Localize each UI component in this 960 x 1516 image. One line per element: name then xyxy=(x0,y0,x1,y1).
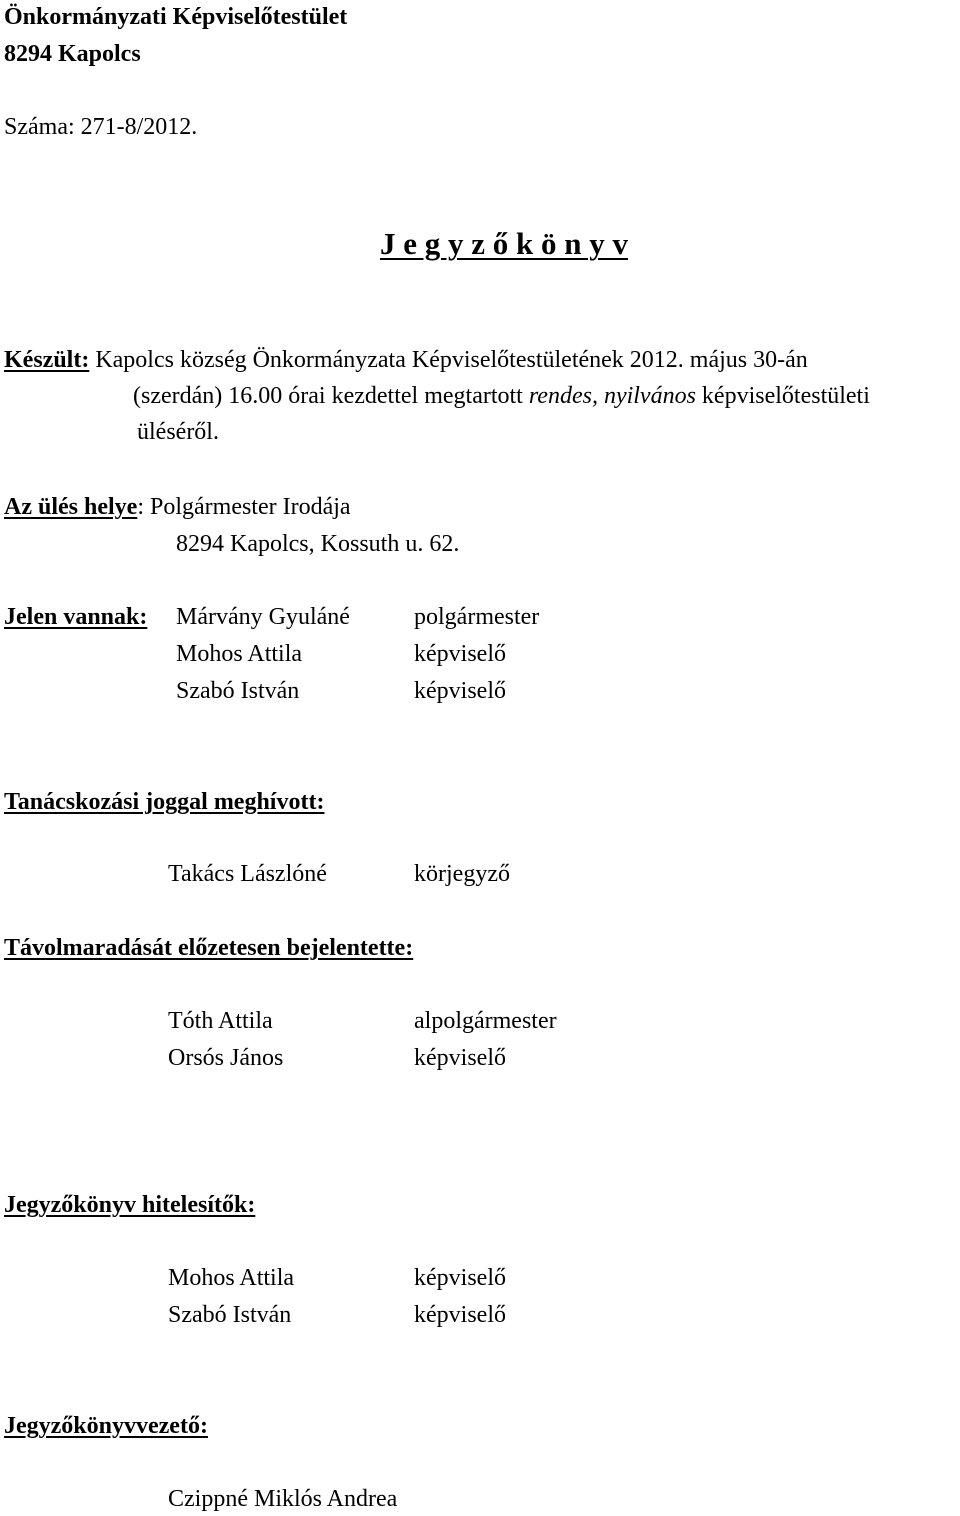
keszult-text-2-italic: rendes, nyilvános xyxy=(528,383,696,409)
document-title: J e g y z ő k ö n y v xyxy=(380,226,628,261)
authenticator-role-2: képviselő xyxy=(414,1302,506,1328)
advisory-role-1: körjegyző xyxy=(414,861,510,887)
location-label: Az ülés helye xyxy=(4,494,138,520)
present-role-1: polgármester xyxy=(414,604,540,630)
advisory-name-1: Takács Lászlóné xyxy=(168,861,327,887)
present-name-2: Mohos Attila xyxy=(176,641,303,667)
keszult-text-1: Kapolcs község Önkormányzata Képviselőtestületének 2012. május 30-án xyxy=(95,347,808,373)
present-role-2: képviselő xyxy=(414,641,506,667)
absent-role-1: alpolgármester xyxy=(414,1008,557,1034)
authenticator-name-2: Szabó István xyxy=(168,1302,292,1328)
authenticator-name-1: Mohos Attila xyxy=(168,1265,295,1291)
authenticators-label: Jegyzőkönyv hitelesítők: xyxy=(4,1192,256,1218)
keszult-line-3: üléséről. xyxy=(137,419,219,445)
present-role-3: képviselő xyxy=(414,678,506,704)
authenticator-role-1: képviselő xyxy=(414,1265,506,1291)
recorder-label: Jegyzőkönyvvezető: xyxy=(4,1413,208,1439)
absent-name-2: Orsós János xyxy=(168,1045,284,1071)
recorder-name: Czippné Miklós Andrea xyxy=(168,1486,398,1512)
present-name-1: Márvány Gyuláné xyxy=(176,604,350,630)
location-colon: : xyxy=(137,494,144,520)
advisory-label: Tanácskozási joggal meghívott: xyxy=(4,789,325,815)
location-value: Polgármester Irodája xyxy=(149,494,351,520)
keszult-line-2 xyxy=(133,384,870,408)
absent-label: Távolmaradását előzetesen bejelentette: xyxy=(4,935,414,961)
present-name-3: Szabó István xyxy=(176,678,300,704)
document-number: Száma: 271-8/2012. xyxy=(4,114,198,140)
org-name: Önkormányzati Képviselőtestület xyxy=(4,4,348,30)
present-label: Jelen vannak: xyxy=(4,604,148,630)
keszult-label: Készült: xyxy=(4,347,90,373)
location-address: 8294 Kapolcs, Kossuth u. 62. xyxy=(176,531,460,557)
keszult-line-1 xyxy=(4,348,808,372)
absent-role-2: képviselő xyxy=(414,1045,506,1071)
keszult-text-2-pre: (szerdán) 16.00 órai kezdettel megtartott xyxy=(133,383,529,409)
location-line xyxy=(4,495,351,519)
absent-name-1: Tóth Attila xyxy=(168,1008,273,1034)
org-address: 8294 Kapolcs xyxy=(4,41,141,67)
keszult-text-2-post: képviselőtestületi xyxy=(695,383,870,409)
